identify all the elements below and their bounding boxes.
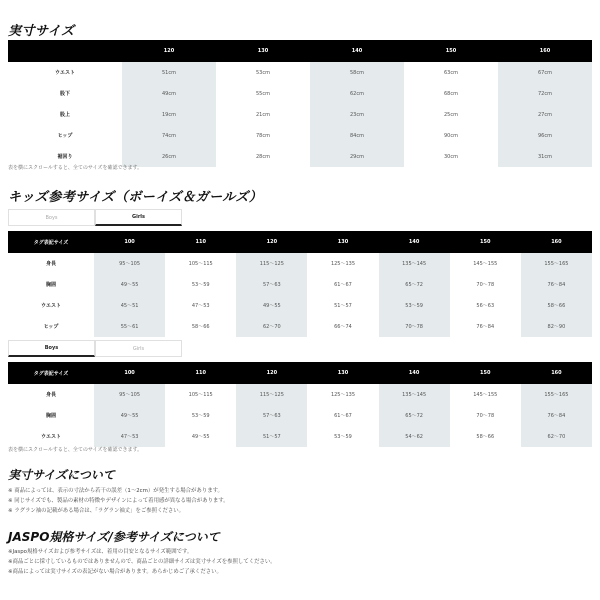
table-cell: 27cm [498, 104, 592, 125]
table-cell: 25cm [444, 111, 458, 118]
row-label: 身長 [45, 392, 56, 398]
table-cell: 61〜67 [334, 282, 352, 288]
table-cell: 58〜66 [476, 434, 495, 440]
row-label: ヒップ [43, 324, 59, 330]
size-header: 120 [236, 362, 307, 384]
table-cell: 105〜115 [188, 392, 213, 398]
size-header: 150 [404, 40, 498, 62]
table-cell: 49cm [122, 83, 216, 104]
section-title-about-actual-size: 実寸サイズについて [8, 468, 115, 482]
table-cell: 62〜70 [521, 426, 592, 447]
table-cell: 53cm [256, 69, 270, 76]
section-title-about-jaspo: JASPO規格サイズ/参考サイズについて [8, 530, 220, 544]
table-cell: 135〜145 [379, 253, 450, 274]
table-cell: 51cm [122, 62, 216, 83]
table-corner [8, 40, 122, 62]
table-cell: 70〜78 [476, 282, 495, 288]
table-row [8, 104, 592, 125]
tab-boys[interactable]: Boys [8, 340, 95, 357]
table-cell: 47〜53 [94, 426, 165, 447]
table-cell: 29cm [310, 146, 404, 167]
tab-girls[interactable]: Girls [95, 209, 182, 226]
table-cell: 145〜155 [473, 392, 498, 398]
table-cell: 95〜105 [94, 384, 165, 405]
table-cell: 76〜84 [476, 324, 495, 330]
table-cell: 105〜115 [188, 261, 213, 267]
tab-girls[interactable]: Girls [95, 340, 182, 357]
table-cell: 28cm [256, 153, 270, 160]
table-cell: 125〜135 [330, 261, 356, 267]
size-header: 100 [94, 231, 165, 253]
table-cell: 30cm [444, 153, 458, 160]
size-header: 130 [307, 362, 378, 384]
row-label: 裾回り [57, 154, 73, 160]
note-bullet: ※商品ごとに採寸しているものではありませんので、商品ごとの詳細サイズは実寸サイズを参照してください。 [8, 559, 276, 565]
table-cell: 63cm [444, 69, 458, 76]
gender-tabs-1 [8, 209, 182, 226]
size-header: 140 [310, 40, 404, 62]
table-row [8, 384, 592, 405]
table-corner: タグ表記サイズ [8, 362, 94, 384]
table-row [8, 125, 592, 146]
table-cell: 62cm [310, 83, 404, 104]
table-row [8, 426, 592, 447]
size-header: 130 [216, 40, 310, 62]
size-header: 150 [450, 362, 521, 384]
table-cell: 49〜55 [191, 434, 210, 440]
girls-size-table [8, 231, 592, 337]
table-cell: 74cm [122, 125, 216, 146]
table-cell: 51〜57 [236, 426, 307, 447]
size-header: 160 [521, 231, 592, 253]
table-cell: 57〜63 [236, 405, 307, 426]
table-cell: 53〜59 [191, 413, 210, 419]
table-cell: 47〜53 [191, 303, 210, 309]
table-cell: 82〜90 [521, 316, 592, 337]
size-header: 160 [498, 40, 592, 62]
table-cell: 53〜59 [334, 434, 352, 440]
table-cell: 155〜165 [521, 384, 592, 405]
table-cell: 45〜51 [94, 295, 165, 316]
table-cell: 58〜66 [191, 324, 210, 330]
table-cell: 21cm [256, 111, 270, 118]
section-title-actual-size: 実寸サイズ [8, 24, 75, 39]
actual-size-table [8, 40, 592, 167]
table-cell: 70〜78 [476, 413, 495, 419]
table-row [8, 316, 592, 337]
size-header: 110 [165, 362, 236, 384]
table-cell: 76〜84 [521, 405, 592, 426]
table-header-row [8, 362, 592, 384]
size-header: 110 [165, 231, 236, 253]
row-label: 股下 [59, 91, 70, 97]
table-cell: 53〜59 [379, 295, 450, 316]
table-cell: 55cm [256, 90, 270, 97]
table-header-row [8, 231, 592, 253]
size-header: 150 [450, 231, 521, 253]
table-cell: 53〜59 [191, 282, 210, 288]
size-header: 140 [379, 231, 450, 253]
table-cell: 31cm [498, 146, 592, 167]
scroll-note: 表を横にスクロールすると、全てのサイズを確認できます。 [8, 447, 143, 453]
table-cell: 115〜125 [236, 384, 307, 405]
row-label: ウエスト [40, 434, 61, 440]
table-cell: 78cm [256, 132, 270, 139]
table-cell: 49〜55 [94, 405, 165, 426]
table-cell: 70〜78 [379, 316, 450, 337]
table-cell: 19cm [122, 104, 216, 125]
note-bullet: ※ 同じサイズでも、製品の素材の特徴やデザインによって着用感が異なる場合があります。 [8, 498, 229, 504]
table-cell: 125〜135 [330, 392, 356, 398]
table-cell: 76〜84 [521, 274, 592, 295]
row-label: 胸囲 [45, 282, 56, 288]
size-header: 120 [236, 231, 307, 253]
size-header: 130 [307, 231, 378, 253]
gender-tabs-2 [8, 340, 182, 357]
size-header: 160 [521, 362, 592, 384]
table-cell: 90cm [444, 132, 458, 139]
row-label: ヒップ [57, 133, 73, 139]
table-cell: 56〜63 [476, 303, 495, 309]
row-label: ウエスト [54, 70, 75, 76]
note-bullet: ※ 商品によっては、表示の寸法から若干の誤差（1〜2cm）が発生する場合があります。 [8, 488, 223, 494]
row-label: 股上 [59, 112, 70, 118]
table-cell: 155〜165 [521, 253, 592, 274]
table-cell: 65〜72 [379, 274, 450, 295]
table-cell: 68cm [444, 90, 458, 97]
table-corner: タグ表記サイズ [8, 231, 94, 253]
size-header: 100 [94, 362, 165, 384]
table-cell: 67cm [498, 62, 592, 83]
table-cell: 55〜61 [94, 316, 165, 337]
table-cell: 58〜66 [521, 295, 592, 316]
table-row [8, 405, 592, 426]
table-cell: 26cm [122, 146, 216, 167]
table-cell: 57〜63 [236, 274, 307, 295]
table-row [8, 274, 592, 295]
table-cell: 95〜105 [94, 253, 165, 274]
section-title-kids-reference: キッズ参考サイズ（ボーイズ＆ガールズ） [8, 190, 263, 205]
note-bullet: ※Jaspo規格サイズおよび参考サイズは、着用の目安となるサイズ範囲です。 [8, 549, 193, 555]
row-label: ウエスト [40, 303, 61, 309]
table-cell: 65〜72 [379, 405, 450, 426]
table-row [8, 253, 592, 274]
boys-size-table [8, 362, 592, 447]
table-cell: 54〜62 [379, 426, 450, 447]
table-row [8, 295, 592, 316]
scroll-note: 表を横にスクロールすると、全てのサイズを確認できます。 [8, 165, 143, 171]
table-row [8, 83, 592, 104]
table-cell: 49〜55 [94, 274, 165, 295]
table-row [8, 62, 592, 83]
note-bullet: ※ ラグラン袖の記載がある場合は、「ラグラン袖丈」をご参照ください。 [8, 508, 185, 514]
table-header-row [8, 40, 592, 62]
row-label: 胸囲 [45, 413, 56, 419]
note-bullet: ※商品によっては実寸サイズの表記がない場合があります。あらかじめご了承ください。 [8, 569, 222, 575]
row-label: 身長 [45, 261, 56, 267]
table-cell: 61〜67 [334, 413, 352, 419]
table-cell: 145〜155 [473, 261, 498, 267]
size-header: 140 [379, 362, 450, 384]
table-cell: 96cm [498, 125, 592, 146]
table-cell: 58cm [310, 62, 404, 83]
table-cell: 72cm [498, 83, 592, 104]
table-cell: 84cm [310, 125, 404, 146]
table-cell: 115〜125 [236, 253, 307, 274]
table-cell: 49〜55 [236, 295, 307, 316]
table-cell: 23cm [310, 104, 404, 125]
table-cell: 66〜74 [334, 324, 352, 330]
size-header: 120 [122, 40, 216, 62]
tab-boys[interactable]: Boys [8, 209, 95, 226]
table-cell: 135〜145 [379, 384, 450, 405]
table-cell: 51〜57 [334, 303, 352, 309]
table-cell: 62〜70 [236, 316, 307, 337]
